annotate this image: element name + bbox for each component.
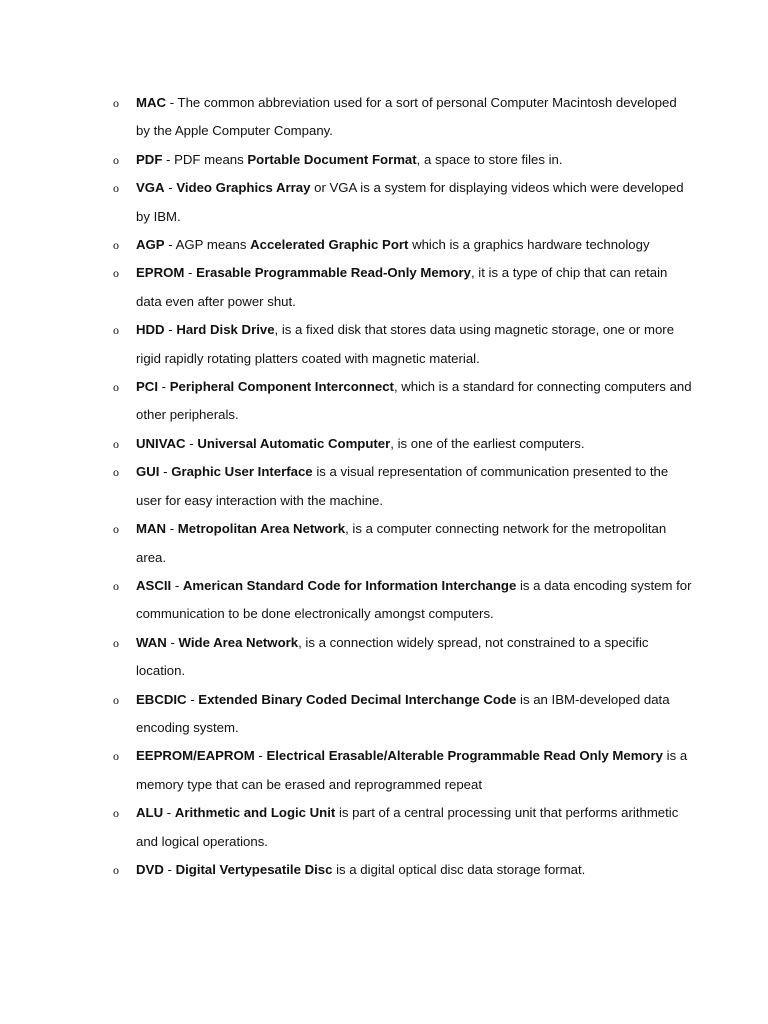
term-full-name: Peripheral Component Interconnect [169, 379, 394, 395]
list-item [113, 89, 693, 146]
term-text: - [254, 748, 267, 764]
term-text: - [166, 521, 178, 537]
term-description: is a data encoding system for communication to be done electronically amongst computers. [136, 577, 692, 622]
term-description: is a digital optical disc data storage format. [332, 861, 586, 877]
term-text: - [164, 180, 177, 196]
term-abbreviation: ALU [136, 805, 164, 821]
term-description: is an IBM-developed data encoding system. [136, 691, 670, 735]
bullet-icon: o [113, 238, 119, 253]
term-description: or VGA is a system for displaying videos which were developed by IBM. [136, 180, 684, 224]
term-text: - [184, 265, 197, 281]
bullet-icon: o [113, 380, 119, 395]
list-item [113, 458, 693, 515]
term-abbreviation: EPROM [136, 265, 185, 281]
bullet-icon: o [113, 578, 119, 593]
list-item [113, 316, 693, 373]
term-description: is a visual representation of communication presented to the user for easy interaction with the machine. [136, 464, 669, 508]
term-description: , is a fixed disk that stores data using magnetic storage, one or more rigid rapidly rotating platters coated with magnetic material. [136, 322, 675, 366]
list-item [113, 146, 693, 174]
term-full-name: Digital Vertypesatile Disc [175, 861, 333, 877]
bullet-icon: o [113, 465, 119, 480]
list-item [113, 174, 693, 231]
list-item [113, 430, 693, 458]
term-text: - [164, 322, 177, 338]
term-full-name: Wide Area Network [178, 634, 299, 650]
term-abbreviation: EBCDIC [136, 691, 187, 707]
list-item [113, 686, 693, 743]
bullet-icon: o [113, 692, 119, 707]
term-description: , is a computer connecting network for the metropolitan area. [136, 521, 667, 565]
term-text: - The common abbreviation used for a sort of personal Computer Macintosh developed by the Apple Computer Company. [136, 95, 677, 139]
term-full-name: Arithmetic and Logic Unit [174, 805, 336, 821]
glossary-list [113, 89, 693, 884]
term-text: - [171, 577, 183, 593]
term-text: - [159, 464, 172, 480]
list-item [113, 799, 693, 856]
term-description: is part of a central processing unit that performs arithmetic and logical operations. [136, 805, 679, 849]
term-abbreviation: VGA [136, 180, 165, 196]
list-item [113, 572, 693, 629]
term-description: , which is a standard for connecting computers and other peripherals. [136, 379, 692, 423]
term-full-name: Graphic User Interface [171, 464, 313, 480]
term-description: , a space to store files in. [416, 151, 563, 167]
term-description: which is a graphics hardware technology [408, 237, 650, 253]
term-description: , is a connection widely spread, not constrained to a specific location. [136, 634, 649, 679]
term-full-name: Extended Binary Coded Decimal Interchange Code [198, 691, 517, 707]
term-full-name: Metropolitan Area Network [177, 521, 346, 537]
list-item [113, 231, 693, 259]
term-text: - [186, 691, 199, 707]
term-text: - [166, 634, 179, 650]
term-text: - [163, 861, 176, 877]
bullet-icon: o [113, 96, 119, 110]
bullet-icon: o [113, 522, 119, 537]
term-abbreviation: HDD [136, 322, 165, 338]
term-description: , is one of the earliest computers. [390, 435, 585, 451]
bullet-icon: o [113, 862, 119, 877]
bullet-icon: o [113, 436, 119, 451]
term-text: - AGP means [164, 237, 251, 253]
term-description: , it is a type of chip that can retain data even after power shut. [136, 265, 668, 309]
term-full-name: Portable Document Format [247, 151, 417, 167]
term-abbreviation: ASCII [136, 577, 172, 593]
term-text: - [157, 379, 170, 395]
list-item [113, 515, 693, 572]
list-item [113, 373, 693, 430]
bullet-icon: o [113, 749, 119, 764]
term-full-name: Hard Disk Drive [176, 322, 275, 338]
term-full-name: Electrical Erasable/Alterable Programmable Read Only Memory [266, 748, 663, 764]
term-abbreviation: PCI [136, 379, 158, 395]
bullet-icon: o [113, 806, 119, 821]
list-item [113, 742, 693, 799]
term-abbreviation: MAN [136, 521, 167, 537]
term-abbreviation: WAN [136, 634, 167, 650]
term-abbreviation: GUI [136, 464, 160, 480]
list-item [113, 856, 693, 884]
bullet-icon: o [113, 152, 119, 167]
bullet-icon: o [113, 635, 119, 650]
list-item [113, 629, 693, 686]
term-full-name: Video Graphics Array [176, 180, 311, 196]
term-abbreviation: AGP [136, 237, 165, 253]
term-abbreviation: PDF [136, 151, 163, 167]
term-text: - [163, 805, 175, 821]
list-item [113, 259, 693, 316]
term-text: - [185, 435, 198, 451]
bullet-icon: o [113, 266, 119, 281]
term-description: is a memory type that can be erased and reprogrammed repeat [136, 748, 688, 792]
term-text: - PDF means [162, 151, 248, 167]
bullet-icon: o [113, 181, 119, 196]
term-abbreviation: UNIVAC [136, 435, 186, 451]
term-full-name: American Standard Code for Information Interchange [182, 577, 517, 593]
bullet-icon: o [113, 323, 119, 338]
term-full-name: Accelerated Graphic Port [250, 237, 409, 253]
term-abbreviation: DVD [136, 861, 164, 877]
term-abbreviation: MAC [136, 95, 167, 110]
term-full-name: Universal Automatic Computer [197, 435, 391, 451]
term-abbreviation: EEPROM/EAPROM [136, 748, 255, 764]
term-full-name: Erasable Programmable Read-Only Memory [196, 265, 471, 281]
